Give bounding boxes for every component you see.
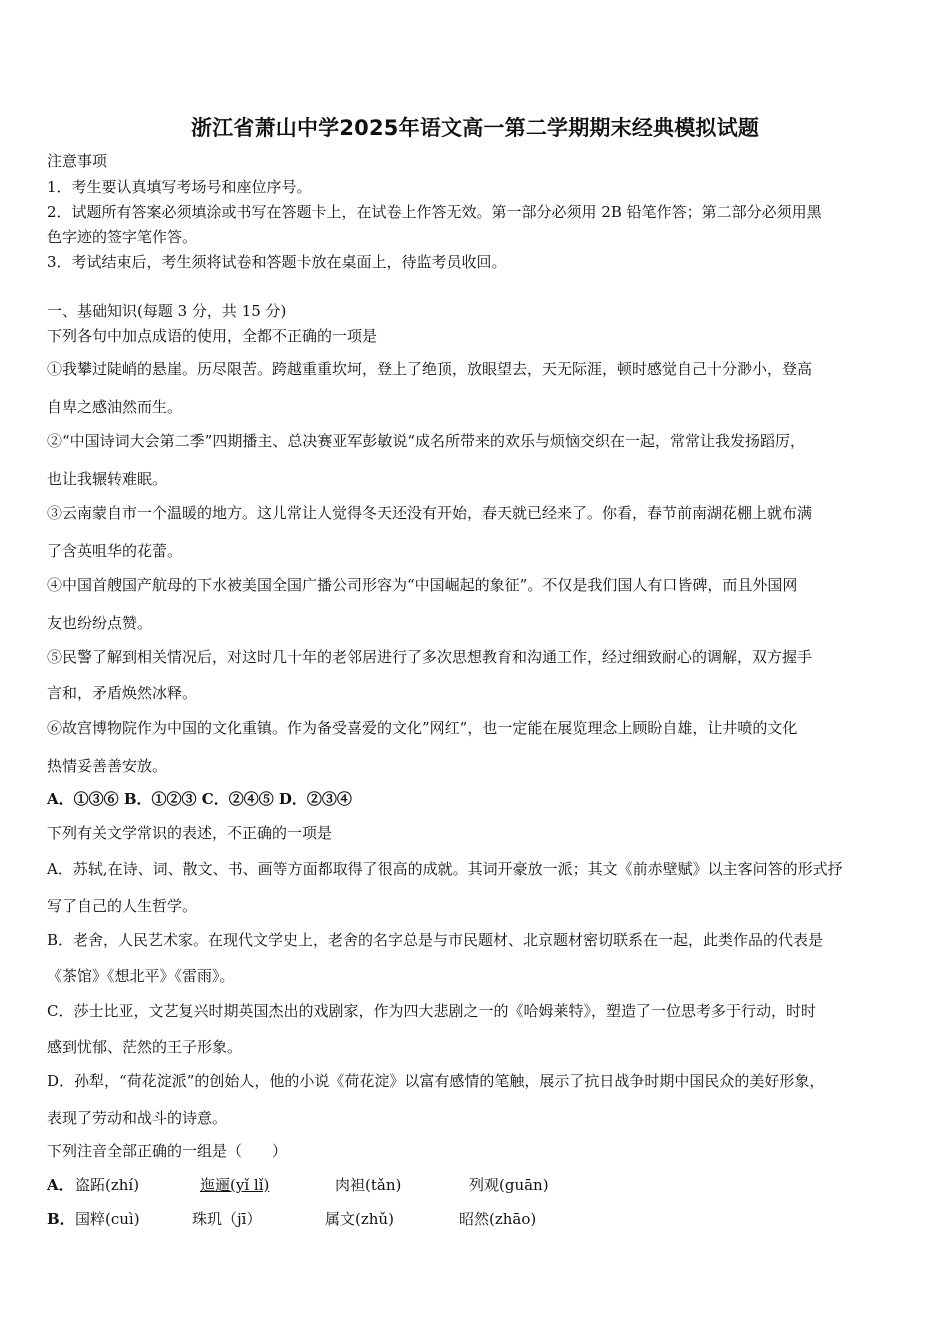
question-stem: 下列注音全部正确的一组是（ ） bbox=[47, 1142, 288, 1160]
option-line: 写了自己的人生哲学。 bbox=[47, 897, 198, 915]
passage-line: ⑤民警了解到相关情况后，对这时几十年的老邻居进行了多次思想教育和沟通工作，经过细致耐心的调解，双方握手 bbox=[47, 648, 813, 666]
option-letter: A． bbox=[47, 1176, 74, 1194]
question-stem: 下列各句中加点成语的使用，全都不正确的一项是 bbox=[47, 327, 378, 345]
question-stem: 下列有关文学常识的表述，不正确的一项是 bbox=[47, 824, 333, 842]
pinyin-item: 盗跖(zhí) bbox=[75, 1176, 140, 1194]
pinyin-item: 昭然(zhāo) bbox=[459, 1210, 537, 1228]
passage-line: 也让我辗转难眠。 bbox=[47, 470, 168, 488]
pinyin-item: 迤逦(yǐ lǐ) bbox=[200, 1176, 270, 1194]
passage-line: ②“中国诗词大会第二季”四期播主、总决赛亚军彭敏说“成名所带来的欢乐与烦恼交织在一起，常常让我发扬蹈厉， bbox=[47, 432, 806, 450]
passage-line: ⑥故宫博物院作为中国的文化重镇。作为备受喜爱的文化”网红”，也一定能在展览理念上顾盼自雄，让井喷的文化 bbox=[47, 719, 798, 737]
passage-line: 热情妥善善安放。 bbox=[47, 757, 168, 775]
section-heading: 一、基础知识(每题 3 分，共 15 分) bbox=[47, 302, 287, 320]
answer-options: A．①③⑥ B．①②③ C．②④⑤ D．②③④ bbox=[47, 790, 352, 808]
notice-item: 色字迹的签字笔作答。 bbox=[47, 228, 198, 246]
option-letter: B． bbox=[47, 1210, 75, 1228]
pinyin-item: 国粹(cuì) bbox=[75, 1210, 140, 1228]
page-title: 浙江省萧山中学2025年语文高一第二学期期末经典模拟试题 bbox=[190, 116, 760, 140]
passage-line: ④中国首艘国产航母的下水被美国全国广播公司形容为“中国崛起的象征”。不仅是我们国人有口皆碑，而且外国网 bbox=[47, 576, 798, 594]
notice-item: 1．考生要认真填写考场号和座位序号。 bbox=[47, 178, 312, 196]
pinyin-item: 列观(guān) bbox=[469, 1176, 549, 1194]
notice-item: 2．试题所有答案必须填涂或书写在答题卡上，在试卷上作答无效。第一部分必须用 2B 铅笔作答；第二部分必须用黑 bbox=[47, 203, 822, 221]
passage-line: 了含英咀华的花蕾。 bbox=[47, 542, 183, 560]
option-line: D．孙犁，“荷花淀派”的创始人，他的小说《荷花淀》以富有感情的笔触，展示了抗日战争时期中国民众的美好形象， bbox=[47, 1072, 825, 1090]
passage-line: 自卑之感油然而生。 bbox=[47, 398, 183, 416]
option-line: 表现了劳动和战斗的诗意。 bbox=[47, 1109, 228, 1127]
pinyin-item: 珠玑（jī） bbox=[192, 1210, 262, 1228]
option-line: A．苏轼,在诗、词、散文、书、画等方面都取得了很高的成就。其词开豪放一派；其文《前赤壁赋》以主客问答的形式抒 bbox=[47, 860, 843, 878]
option-line: 感到忧郁、茫然的王子形象。 bbox=[47, 1038, 243, 1056]
pinyin-item: 属文(zhǔ) bbox=[325, 1210, 394, 1228]
option-line: B．老舍，人民艺术家。在现代文学史上，老舍的名字总是与市民题材、北京题材密切联系在一起，此类作品的代表是 bbox=[47, 931, 824, 949]
notice-item: 3．考试结束后，考生须将试卷和答题卡放在桌面上，待监考员收回。 bbox=[47, 253, 507, 271]
pinyin-item: 肉袒(tǎn) bbox=[335, 1176, 402, 1194]
passage-line: 言和，矛盾焕然冰释。 bbox=[47, 684, 198, 702]
notice-heading: 注意事项 bbox=[47, 152, 108, 170]
option-line: C．莎士比亚，文艺复兴时期英国杰出的戏剧家，作为四大悲剧之一的《哈姆莱特》，塑造了一位思考多于行动，时时 bbox=[47, 1002, 816, 1020]
option-line: 《茶馆》《想北平》《雷雨》。 bbox=[47, 967, 235, 985]
passage-line: 友也纷纷点赞。 bbox=[47, 614, 153, 632]
passage-line: ①我攀过陡峭的悬崖。历尽限苦。跨越重重坎坷，登上了绝顶，放眼望去，天无际涯，顿时感觉自己十分渺小，登高 bbox=[47, 360, 813, 378]
passage-line: ③云南蒙自市一个温暖的地方。这儿常让人觉得冬天还没有开始，春天就已经来了。你看，春节前南湖花棚上就布满 bbox=[47, 504, 813, 522]
